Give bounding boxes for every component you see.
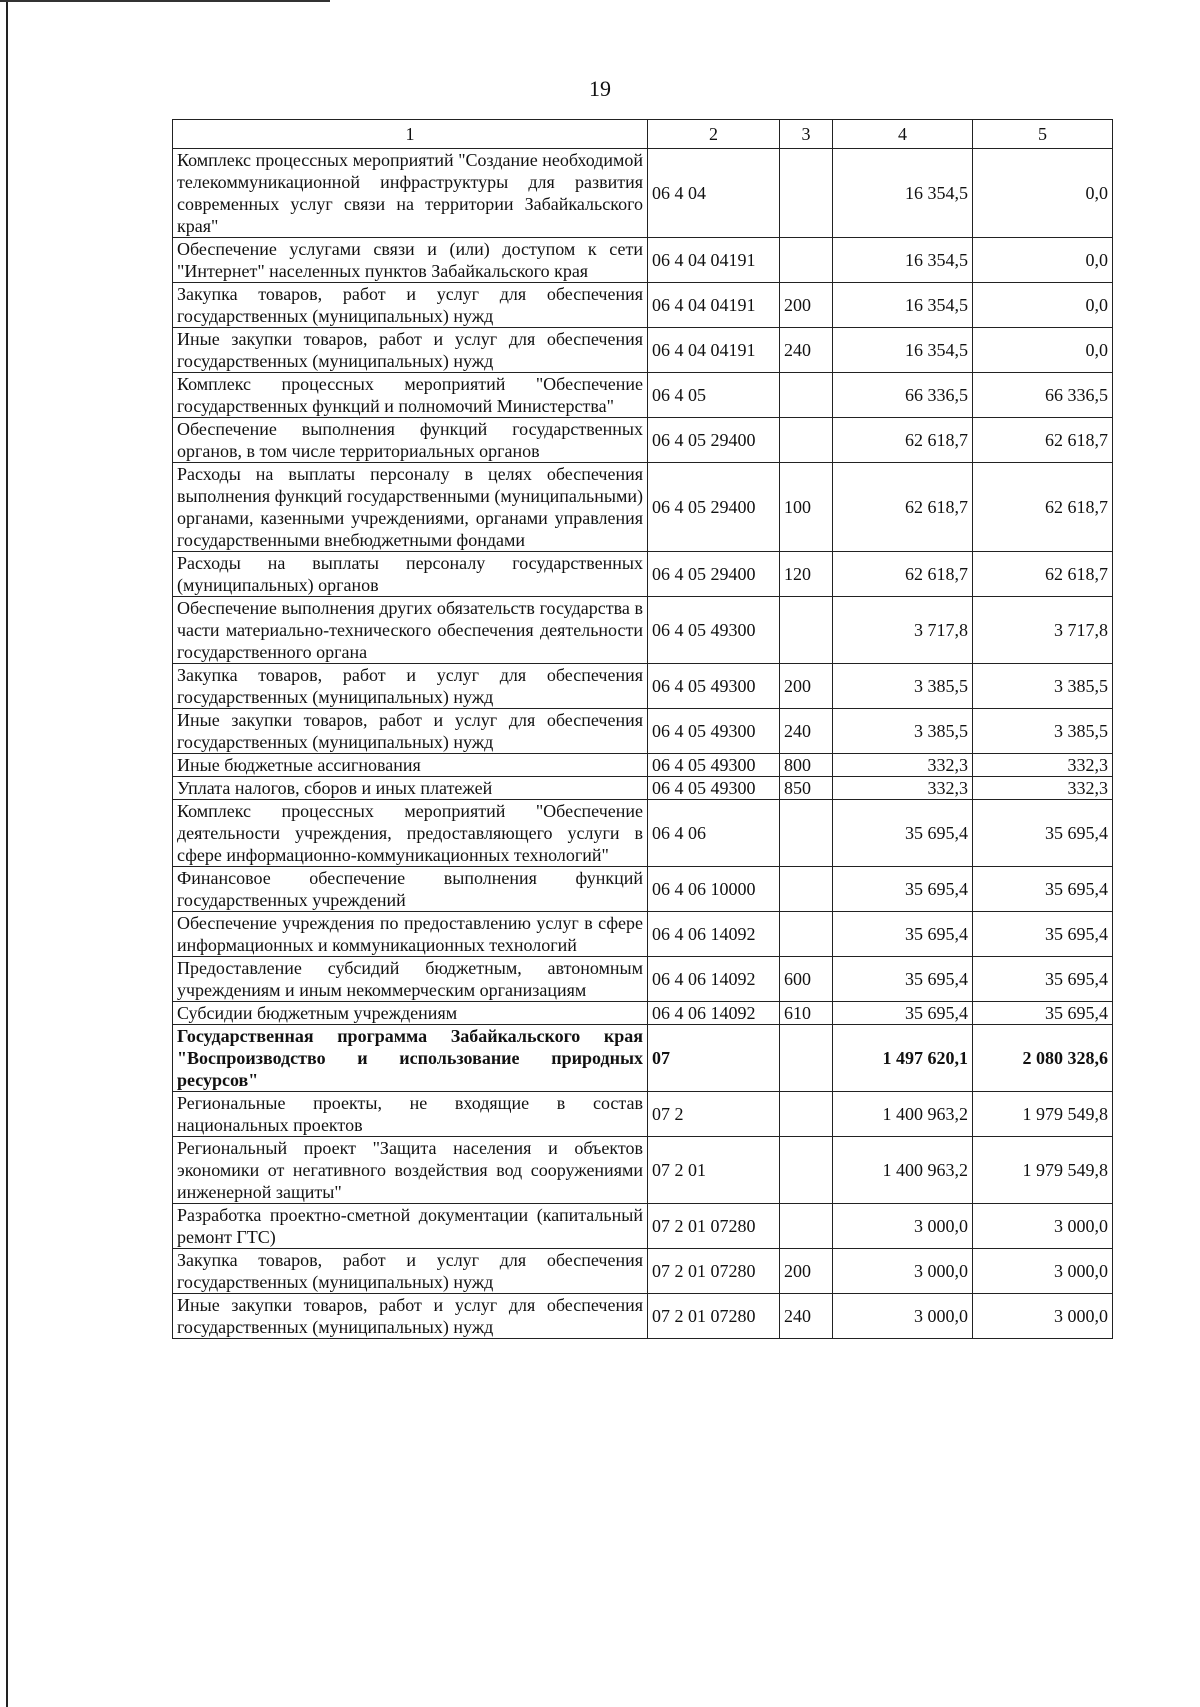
row-value-2025-cell: 35 695,4 bbox=[833, 800, 973, 867]
table-row bbox=[173, 777, 1113, 800]
row-type-cell: 800 bbox=[780, 754, 833, 777]
row-value-2026-cell: 0,0 bbox=[973, 149, 1113, 238]
row-name-cell: Разработка проектно-сметной документации (капитальный ремонт ГТС) bbox=[173, 1204, 648, 1249]
row-type-cell: 610 bbox=[780, 1002, 833, 1025]
header-cell: 3 bbox=[780, 120, 833, 149]
table-row bbox=[173, 283, 1113, 328]
table-row bbox=[173, 373, 1113, 418]
row-type-cell: 200 bbox=[780, 664, 833, 709]
row-value-2025-cell: 3 717,8 bbox=[833, 597, 973, 664]
row-value-2026-cell: 3 717,8 bbox=[973, 597, 1113, 664]
row-value-2026-cell: 3 000,0 bbox=[973, 1204, 1113, 1249]
row-type-cell bbox=[780, 800, 833, 867]
table-row bbox=[173, 149, 1113, 238]
row-name-cell: Расходы на выплаты персоналу в целях обеспечения выполнения функций государственными (муниципальными) органами, казенными учреждениями, органами управления государственными внебюджетными фондами bbox=[173, 463, 648, 552]
table-row bbox=[173, 597, 1113, 664]
row-value-2025-cell: 3 000,0 bbox=[833, 1204, 973, 1249]
row-code-cell: 06 4 05 49300 bbox=[648, 597, 780, 664]
row-code-cell: 07 2 01 07280 bbox=[648, 1294, 780, 1339]
table-row bbox=[173, 1204, 1113, 1249]
row-type-cell: 200 bbox=[780, 283, 833, 328]
row-code-cell: 06 4 05 bbox=[648, 373, 780, 418]
row-name-cell: Закупка товаров, работ и услуг для обеспечения государственных (муниципальных) нужд bbox=[173, 283, 648, 328]
row-name-cell: Иные бюджетные ассигнования bbox=[173, 754, 648, 777]
row-value-2025-cell: 35 695,4 bbox=[833, 867, 973, 912]
table-row bbox=[173, 1002, 1113, 1025]
table-row bbox=[173, 664, 1113, 709]
row-type-cell: 600 bbox=[780, 957, 833, 1002]
row-code-cell: 06 4 06 10000 bbox=[648, 867, 780, 912]
row-value-2025-cell: 35 695,4 bbox=[833, 1002, 973, 1025]
row-code-cell: 06 4 06 14092 bbox=[648, 912, 780, 957]
table-row bbox=[173, 867, 1113, 912]
row-name-cell: Финансовое обеспечение выполнения функций государственных учреждений bbox=[173, 867, 648, 912]
row-value-2026-cell: 3 000,0 bbox=[973, 1294, 1113, 1339]
row-type-cell bbox=[780, 867, 833, 912]
table-row bbox=[173, 1025, 1113, 1092]
table-row bbox=[173, 800, 1113, 867]
row-name-cell: Обеспечение учреждения по предоставлению услуг в сфере информационных и коммуникационных технологий bbox=[173, 912, 648, 957]
row-name-cell: Региональные проекты, не входящие в состав национальных проектов bbox=[173, 1092, 648, 1137]
row-name-cell: Иные закупки товаров, работ и услуг для обеспечения государственных (муниципальных) нужд bbox=[173, 328, 648, 373]
row-code-cell: 06 4 05 29400 bbox=[648, 463, 780, 552]
row-code-cell: 06 4 06 14092 bbox=[648, 1002, 780, 1025]
budget-table bbox=[172, 119, 1113, 1339]
row-name-cell: Региональный проект "Защита населения и объектов экономики от негативного воздействия вод сооружениями инженерной защиты" bbox=[173, 1137, 648, 1204]
row-value-2026-cell: 1 979 549,8 bbox=[973, 1137, 1113, 1204]
header-cell: 2 bbox=[648, 120, 780, 149]
row-value-2026-cell: 1 979 549,8 bbox=[973, 1092, 1113, 1137]
row-code-cell: 07 2 01 bbox=[648, 1137, 780, 1204]
scan-edge-line bbox=[6, 0, 8, 1707]
row-code-cell: 06 4 05 49300 bbox=[648, 777, 780, 800]
row-value-2025-cell: 16 354,5 bbox=[833, 238, 973, 283]
row-value-2026-cell: 66 336,5 bbox=[973, 373, 1113, 418]
row-name-cell: Закупка товаров, работ и услуг для обеспечения государственных (муниципальных) нужд bbox=[173, 1249, 648, 1294]
row-name-cell: Комплекс процессных мероприятий "Обеспечение деятельности учреждения, предоставляющего услуги в сфере информационно-коммуникационных технологий" bbox=[173, 800, 648, 867]
table-row bbox=[173, 754, 1113, 777]
row-code-cell: 06 4 05 49300 bbox=[648, 664, 780, 709]
row-code-cell: 06 4 06 bbox=[648, 800, 780, 867]
row-code-cell: 07 2 01 07280 bbox=[648, 1249, 780, 1294]
row-type-cell: 240 bbox=[780, 328, 833, 373]
table-row bbox=[173, 463, 1113, 552]
row-type-cell bbox=[780, 597, 833, 664]
row-type-cell: 240 bbox=[780, 709, 833, 754]
table-row bbox=[173, 552, 1113, 597]
row-type-cell bbox=[780, 1204, 833, 1249]
row-type-cell: 120 bbox=[780, 552, 833, 597]
row-code-cell: 06 4 04 04191 bbox=[648, 283, 780, 328]
row-code-cell: 06 4 05 29400 bbox=[648, 552, 780, 597]
row-value-2026-cell: 3 385,5 bbox=[973, 664, 1113, 709]
table-row bbox=[173, 1137, 1113, 1204]
page-number: 19 bbox=[589, 76, 611, 101]
row-value-2026-cell: 35 695,4 bbox=[973, 912, 1113, 957]
table-row bbox=[173, 957, 1113, 1002]
row-value-2026-cell: 332,3 bbox=[973, 777, 1113, 800]
row-value-2025-cell: 35 695,4 bbox=[833, 912, 973, 957]
table-row bbox=[173, 1294, 1113, 1339]
row-value-2025-cell: 16 354,5 bbox=[833, 283, 973, 328]
table-row bbox=[173, 709, 1113, 754]
row-code-cell: 06 4 05 49300 bbox=[648, 754, 780, 777]
row-value-2026-cell: 0,0 bbox=[973, 328, 1113, 373]
row-code-cell: 06 4 04 bbox=[648, 149, 780, 238]
row-type-cell: 200 bbox=[780, 1249, 833, 1294]
row-value-2026-cell: 35 695,4 bbox=[973, 957, 1113, 1002]
row-value-2025-cell: 62 618,7 bbox=[833, 418, 973, 463]
row-value-2026-cell: 35 695,4 bbox=[973, 800, 1113, 867]
row-value-2026-cell: 62 618,7 bbox=[973, 552, 1113, 597]
row-code-cell: 06 4 04 04191 bbox=[648, 238, 780, 283]
row-name-cell: Предоставление субсидий бюджетным, автономным учреждениям и иным некоммерческим организациям bbox=[173, 957, 648, 1002]
row-name-cell: Иные закупки товаров, работ и услуг для обеспечения государственных (муниципальных) нужд bbox=[173, 1294, 648, 1339]
row-type-cell bbox=[780, 418, 833, 463]
row-type-cell: 100 bbox=[780, 463, 833, 552]
row-name-cell: Обеспечение услугами связи и (или) доступом к сети "Интернет" населенных пунктов Забайкальского края bbox=[173, 238, 648, 283]
header-cell: 5 bbox=[973, 120, 1113, 149]
row-value-2025-cell: 332,3 bbox=[833, 754, 973, 777]
row-name-cell: Субсидии бюджетным учреждениям bbox=[173, 1002, 648, 1025]
row-value-2026-cell: 3 000,0 bbox=[973, 1249, 1113, 1294]
row-value-2025-cell: 35 695,4 bbox=[833, 957, 973, 1002]
row-name-cell: Уплата налогов, сборов и иных платежей bbox=[173, 777, 648, 800]
row-value-2026-cell: 62 618,7 bbox=[973, 418, 1113, 463]
row-value-2026-cell: 35 695,4 bbox=[973, 1002, 1113, 1025]
row-value-2025-cell: 16 354,5 bbox=[833, 328, 973, 373]
row-code-cell: 06 4 05 29400 bbox=[648, 418, 780, 463]
row-type-cell bbox=[780, 238, 833, 283]
table-row bbox=[173, 1249, 1113, 1294]
row-type-cell bbox=[780, 1092, 833, 1137]
row-code-cell: 06 4 06 14092 bbox=[648, 957, 780, 1002]
row-type-cell: 850 bbox=[780, 777, 833, 800]
row-value-2025-cell: 3 385,5 bbox=[833, 664, 973, 709]
row-code-cell: 07 2 bbox=[648, 1092, 780, 1137]
row-value-2026-cell: 3 385,5 bbox=[973, 709, 1113, 754]
header-cell: 1 bbox=[173, 120, 648, 149]
row-value-2025-cell: 332,3 bbox=[833, 777, 973, 800]
row-value-2026-cell: 35 695,4 bbox=[973, 867, 1113, 912]
row-type-cell bbox=[780, 912, 833, 957]
row-name-cell: Обеспечение выполнения других обязательств государства в части материально-технического обеспечения деятельности государственного органа bbox=[173, 597, 648, 664]
row-type-cell bbox=[780, 1137, 833, 1204]
row-name-cell: Иные закупки товаров, работ и услуг для обеспечения государственных (муниципальных) нужд bbox=[173, 709, 648, 754]
row-name-cell: Расходы на выплаты персоналу государственных (муниципальных) органов bbox=[173, 552, 648, 597]
row-value-2025-cell: 3 000,0 bbox=[833, 1294, 973, 1339]
row-value-2025-cell: 62 618,7 bbox=[833, 552, 973, 597]
row-value-2026-cell: 332,3 bbox=[973, 754, 1113, 777]
table-row bbox=[173, 1092, 1113, 1137]
table-header-row bbox=[173, 120, 1113, 149]
row-value-2025-cell: 66 336,5 bbox=[833, 373, 973, 418]
table-row bbox=[173, 912, 1113, 957]
row-value-2025-cell: 3 000,0 bbox=[833, 1249, 973, 1294]
row-name-cell: Комплекс процессных мероприятий "Создание необходимой телекоммуникационной инфраструктуры для развития современных услуг связи на территории Забайкальского края" bbox=[173, 149, 648, 238]
row-type-cell: 240 bbox=[780, 1294, 833, 1339]
row-type-cell bbox=[780, 373, 833, 418]
row-value-2025-cell: 16 354,5 bbox=[833, 149, 973, 238]
row-type-cell bbox=[780, 1025, 833, 1092]
table-row bbox=[173, 328, 1113, 373]
row-code-cell: 06 4 04 04191 bbox=[648, 328, 780, 373]
table-row bbox=[173, 238, 1113, 283]
row-value-2025-cell: 1 400 963,2 bbox=[833, 1137, 973, 1204]
row-value-2026-cell: 0,0 bbox=[973, 238, 1113, 283]
row-name-cell: Комплекс процессных мероприятий "Обеспечение государственных функций и полномочий Министерства" bbox=[173, 373, 648, 418]
row-code-cell: 06 4 05 49300 bbox=[648, 709, 780, 754]
row-name-cell: Государственная программа Забайкальского края "Воспроизводство и использование природных ресурсов" bbox=[173, 1025, 648, 1092]
row-name-cell: Обеспечение выполнения функций государственных органов, в том числе территориальных органов bbox=[173, 418, 648, 463]
scan-top-line bbox=[0, 0, 330, 2]
row-code-cell: 07 2 01 07280 bbox=[648, 1204, 780, 1249]
row-code-cell: 07 bbox=[648, 1025, 780, 1092]
table-body bbox=[173, 149, 1113, 1339]
row-value-2025-cell: 1 497 620,1 bbox=[833, 1025, 973, 1092]
row-value-2026-cell: 62 618,7 bbox=[973, 463, 1113, 552]
table-row bbox=[173, 418, 1113, 463]
row-value-2026-cell: 0,0 bbox=[973, 283, 1113, 328]
row-value-2025-cell: 1 400 963,2 bbox=[833, 1092, 973, 1137]
row-name-cell: Закупка товаров, работ и услуг для обеспечения государственных (муниципальных) нужд bbox=[173, 664, 648, 709]
header-cell: 4 bbox=[833, 120, 973, 149]
row-type-cell bbox=[780, 149, 833, 238]
row-value-2026-cell: 2 080 328,6 bbox=[973, 1025, 1113, 1092]
row-value-2025-cell: 3 385,5 bbox=[833, 709, 973, 754]
row-value-2025-cell: 62 618,7 bbox=[833, 463, 973, 552]
